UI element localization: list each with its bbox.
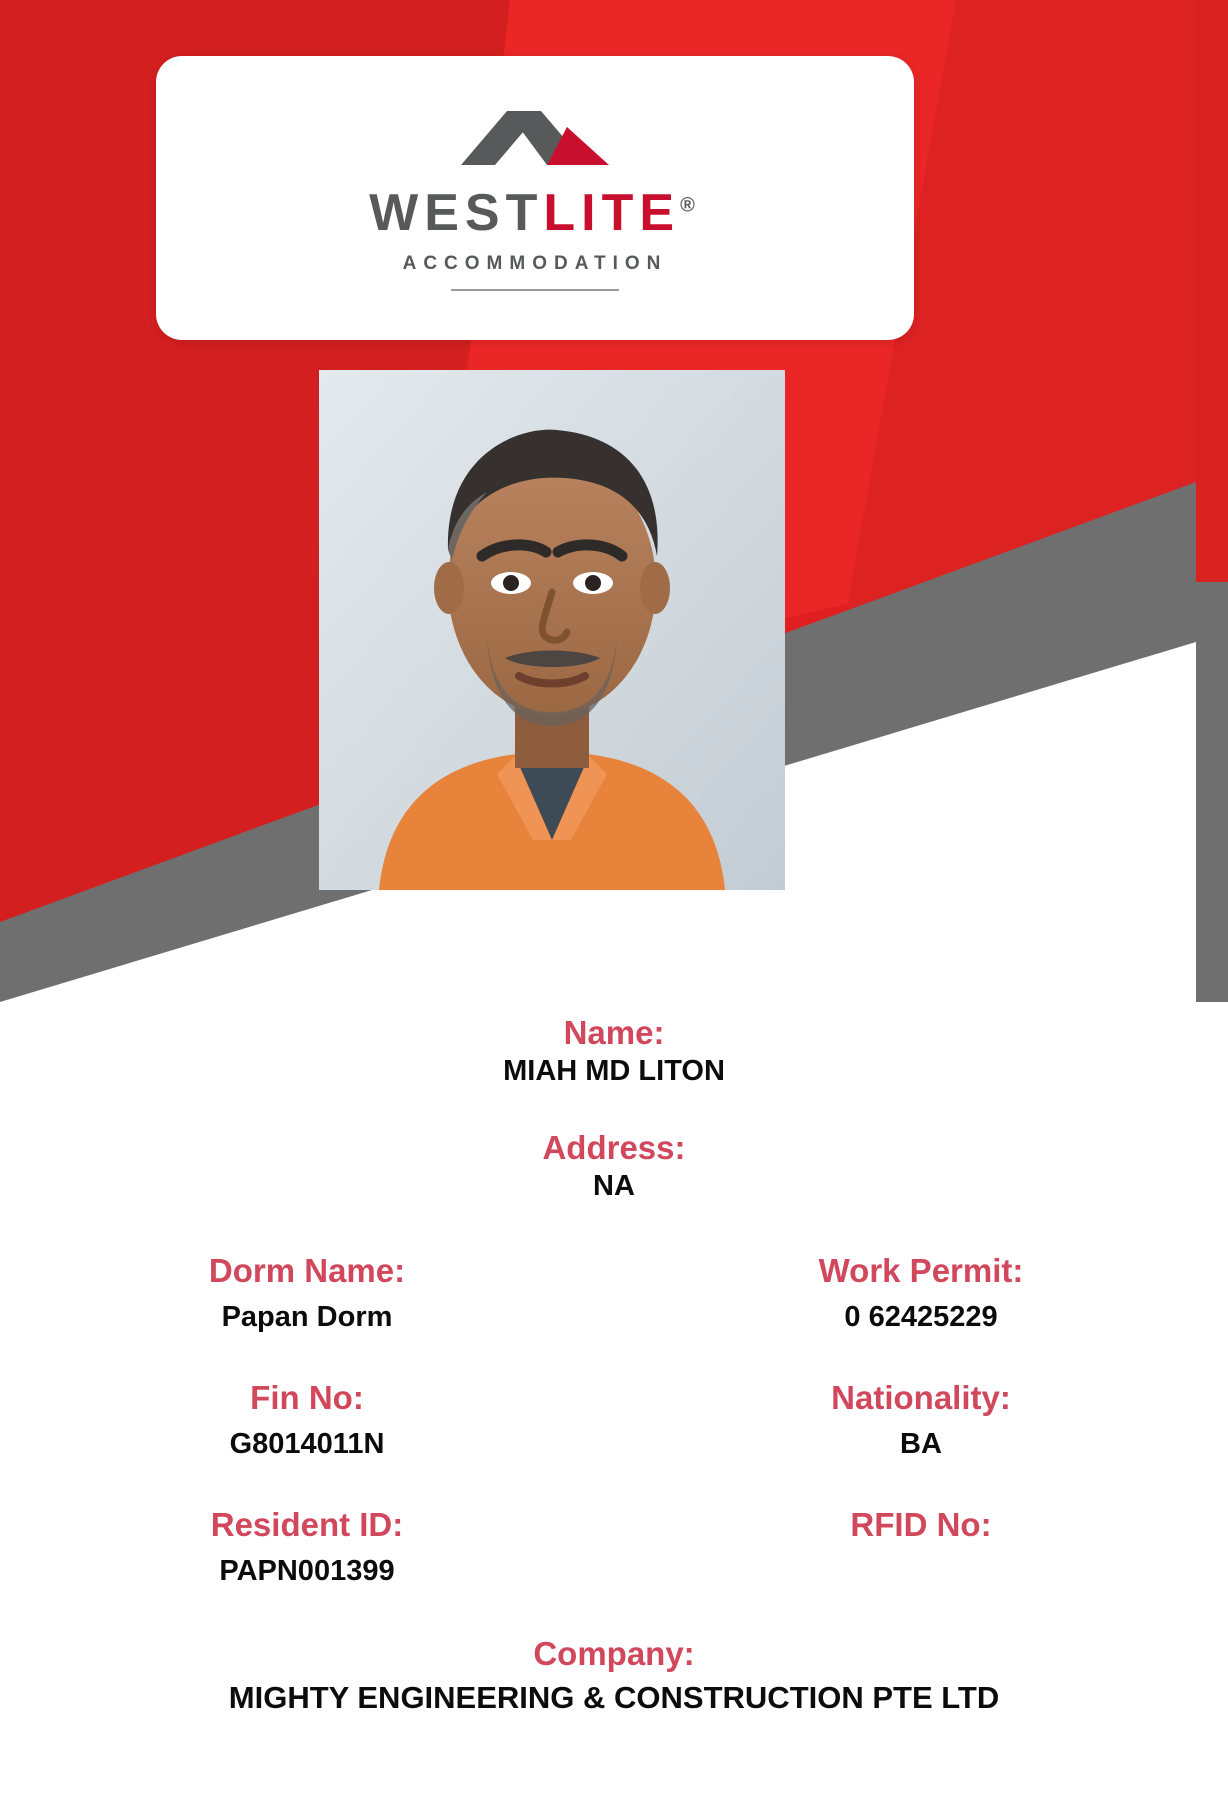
work-permit-label: Work Permit: xyxy=(818,1251,1024,1289)
brand-word-west: WEST xyxy=(369,184,544,242)
dorm-name-label: Dorm Name: xyxy=(208,1251,406,1289)
field-work-permit xyxy=(614,1250,1228,1337)
rfid-no-value xyxy=(614,1553,1228,1583)
resident-id-value: PAPN001399 xyxy=(219,1555,395,1587)
field-name xyxy=(0,1012,1228,1091)
resident-details xyxy=(0,1010,1228,1718)
field-address xyxy=(0,1127,1228,1206)
work-permit-value: 0 62425229 xyxy=(844,1301,998,1334)
field-rfid-no xyxy=(614,1504,1228,1591)
nationality-label: Nationality: xyxy=(831,1378,1011,1416)
brand-wordmark xyxy=(369,184,701,242)
fin-no-label: Fin No: xyxy=(250,1378,364,1416)
resident-id-label: Resident ID: xyxy=(210,1505,404,1543)
company-label: Company: xyxy=(533,1634,695,1672)
field-company xyxy=(0,1633,1228,1719)
brand-divider xyxy=(451,289,619,291)
resident-photo xyxy=(319,370,785,890)
name-value: MIAH MD LITON xyxy=(503,1055,725,1088)
brand-registered-mark: ® xyxy=(680,194,701,217)
brand-subtitle: ACCOMMODATION xyxy=(402,253,668,274)
company-value: MIGHTY ENGINEERING & CONSTRUCTION PTE LTD xyxy=(228,1679,1000,1715)
address-label: Address: xyxy=(542,1128,686,1166)
banner-right-edge-grey xyxy=(1196,582,1228,1002)
name-label: Name: xyxy=(563,1014,665,1051)
resident-photo-image xyxy=(319,370,785,890)
westlite-roof-mark-icon xyxy=(455,105,615,171)
dorm-name-value: Papan Dorm xyxy=(221,1301,393,1334)
details-grid xyxy=(0,1250,1228,1591)
nationality-value: BA xyxy=(900,1428,942,1461)
address-value: NA xyxy=(593,1170,635,1203)
banner-right-edge xyxy=(1196,0,1228,1002)
field-fin-no xyxy=(0,1377,614,1464)
field-dorm-name xyxy=(0,1250,614,1337)
brand-word-lite: LITE xyxy=(543,184,681,242)
fin-no-value: G8014011N xyxy=(229,1428,385,1461)
brand-logo-card xyxy=(156,56,914,340)
field-resident-id xyxy=(0,1504,614,1591)
field-nationality xyxy=(614,1377,1228,1464)
rfid-no-label: RFID No: xyxy=(850,1505,992,1543)
